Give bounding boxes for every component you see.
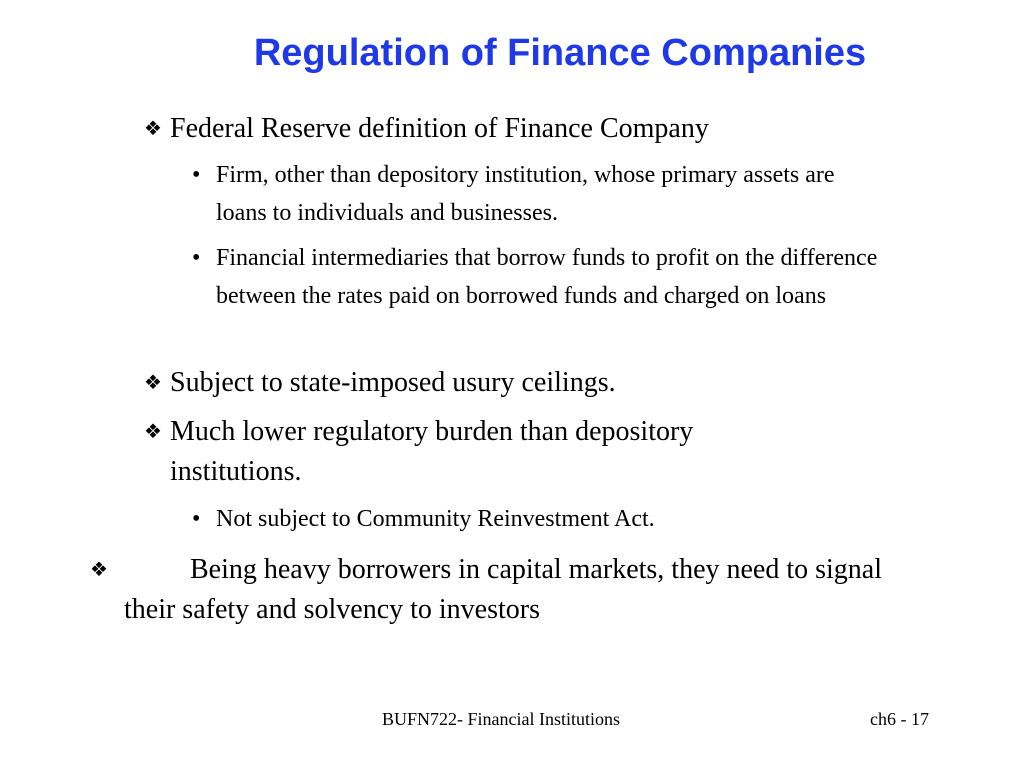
diamond-bullet-icon: ❖ xyxy=(144,116,162,140)
diamond-bullet-icon: ❖ xyxy=(90,557,108,581)
footer-course: BUFN722- Financial Institutions xyxy=(382,709,620,729)
bullet-3-text: Much lower regulatory burden than depository institutions. xyxy=(170,416,694,487)
bullet-1-text: Federal Reserve definition of Finance Company xyxy=(170,113,709,144)
sub-bullet-3-1-text: Not subject to Community Reinvestment Act. xyxy=(216,506,655,532)
extra-bullet-text: Being heavy borrowers in capital markets, they need to signal their safety and solvency to investors xyxy=(124,554,883,625)
sub-bullet-dot-icon: • xyxy=(192,245,201,271)
slide-title: Regulation of Finance Companies xyxy=(253,32,867,74)
sub-bullet-dot-icon: • xyxy=(192,506,201,532)
sub-bullet-1-2-text: Financial intermediaries that borrow funds to profit on the difference between the rates paid on borrowed funds and charged on loans xyxy=(216,245,878,309)
footer-page-number: ch6 - 17 xyxy=(870,709,929,729)
diamond-bullet-icon: ❖ xyxy=(144,370,162,394)
sub-bullet-dot-icon: • xyxy=(192,162,201,188)
diamond-bullet-icon: ❖ xyxy=(144,419,162,443)
sub-bullet-1-1-text: Firm, other than depository institution, whose primary assets are loans to individuals and businesses. xyxy=(216,162,835,226)
bullet-2-text: Subject to state-imposed usury ceilings. xyxy=(170,367,616,398)
